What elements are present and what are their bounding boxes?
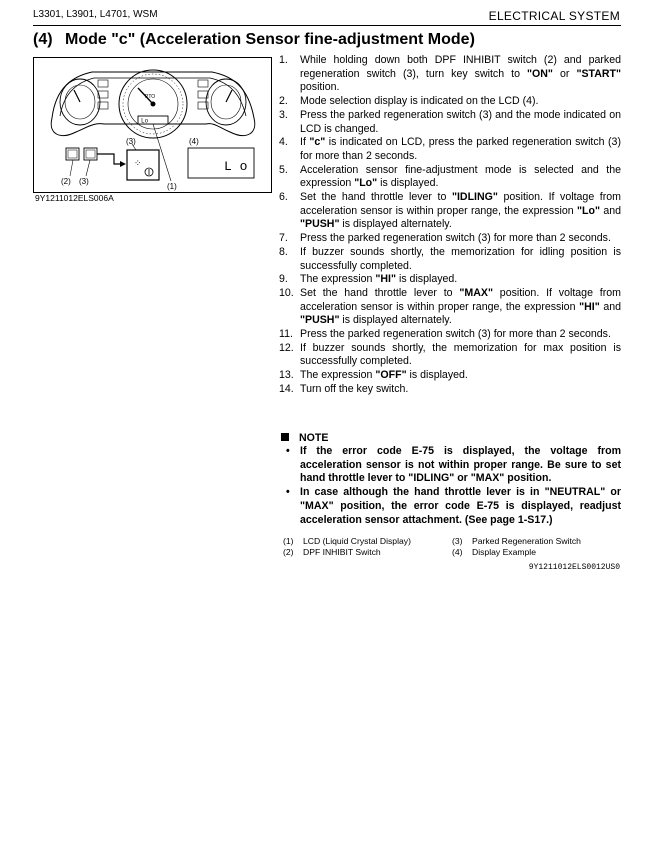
legend-row — [283, 547, 621, 558]
step-text-run: is displayed alternately. — [339, 218, 452, 231]
title-text: Mode "c" (Acceleration Sensor fine-adjustment Mode) — [65, 31, 475, 48]
page-title — [33, 31, 475, 49]
step-number: 2. — [279, 95, 288, 108]
callout-3: (3) — [79, 177, 89, 186]
step-text-run: If — [300, 136, 310, 149]
legend-key: (3) — [452, 536, 463, 546]
step-text-emphasis: "START" — [576, 67, 622, 80]
legend-entry — [283, 536, 411, 547]
header-models: L3301, L3901, L4701, WSM — [33, 9, 158, 20]
procedure-step — [279, 287, 621, 328]
lcd-readout: Lo — [141, 117, 149, 125]
callout-3-enlarged: (3) — [126, 137, 136, 146]
callout-1: (1) — [167, 182, 177, 191]
legend-label: Display Example — [472, 547, 536, 557]
step-number: 10. — [279, 286, 294, 299]
figure-legend — [283, 536, 621, 558]
note-square-icon — [281, 433, 289, 441]
legend-key: (1) — [283, 536, 294, 546]
step-text-run: is displayed alternately. — [339, 314, 452, 327]
step-number: 6. — [279, 191, 288, 204]
step-number: 9. — [279, 273, 288, 286]
note-list — [283, 445, 621, 527]
legend-entry — [452, 547, 536, 558]
step-number: 14. — [279, 382, 294, 395]
step-text-run: The expression — [300, 369, 376, 382]
legend-key: (4) — [452, 547, 463, 557]
note-item: • If the error code E-75 is displayed, the voltage from acceleration sensor is not within proper range. Be sure to set hand throttle lever to "IDLING" or "MAX" position. — [283, 445, 621, 486]
step-number: 11. — [279, 328, 293, 341]
note-item: • In case although the hand throttle lever is in "NEUTRAL" or "MAX" position, the error code E-75 is displayed, readjust acceleration sensor attachment. (See page 1-S17.) — [283, 486, 621, 527]
step-text-emphasis: "HI" — [579, 300, 600, 313]
svg-text:PTO: PTO — [145, 94, 156, 100]
step-text — [300, 246, 621, 272]
step-text-emphasis: "PUSH" — [300, 218, 340, 231]
step-text — [300, 342, 621, 368]
step-text-emphasis: "IDLING" — [451, 191, 498, 204]
procedure-steps — [279, 54, 621, 397]
procedure-step — [279, 164, 621, 191]
step-text-run: Turn off the key switch. — [300, 382, 409, 395]
step-text-emphasis: "MAX" — [459, 286, 493, 299]
legend-label: DPF INHIBIT Switch — [303, 547, 381, 557]
step-text — [300, 54, 621, 93]
display-example-text: L o — [224, 159, 248, 174]
step-number: 7. — [279, 232, 288, 245]
callout-2: (2) — [61, 177, 71, 186]
step-text-run: Set the hand throttle lever to — [300, 191, 452, 204]
step-text-emphasis: "c" — [309, 136, 326, 149]
header-section: ELECTRICAL SYSTEM — [488, 9, 620, 23]
step-text-run: Set the hand throttle lever to — [300, 286, 460, 299]
note-heading — [281, 432, 328, 444]
procedure-step — [279, 191, 621, 232]
step-text — [300, 191, 621, 230]
step-number: 8. — [279, 245, 288, 258]
step-number: 12. — [279, 341, 294, 354]
step-text-run: position. If voltage from acceleration sensor is within proper range, the expression — [300, 191, 621, 217]
step-text-run: If buzzer sounds shortly, the memorization for idling position is successfully completed. — [300, 245, 621, 272]
step-number: 3. — [279, 108, 288, 121]
section-code: 9Y1211012ELS0012US0 — [528, 563, 620, 572]
legend-entry — [283, 547, 381, 558]
instrument-panel-figure — [33, 57, 272, 193]
procedure-step — [279, 109, 621, 136]
step-text-run: The expression — [300, 273, 376, 286]
step-text-run: and — [599, 204, 621, 217]
legend-key: (2) — [283, 547, 294, 557]
step-text — [300, 164, 621, 190]
step-text-run: and — [599, 300, 621, 313]
step-text-run: Mode selection display is indicated on the LCD (4). — [300, 95, 539, 108]
step-text-emphasis: "Lo" — [576, 204, 600, 217]
step-text-run: is displayed. — [396, 273, 458, 286]
step-text — [300, 273, 457, 285]
step-text-run: position. If voltage from acceleration sensor is within proper range, the expression — [300, 286, 621, 313]
step-text-run: Acceleration sensor fine-adjustment mode is selected and the expression — [300, 163, 621, 190]
step-text — [300, 328, 611, 340]
procedure-step — [279, 273, 621, 287]
step-text-run: or — [552, 67, 577, 80]
legend-label: LCD (Liquid Crystal Display) — [303, 536, 411, 546]
figure-caption: 9Y1211012ELS006A — [35, 193, 114, 203]
step-text — [300, 369, 468, 381]
title-number: (4) — [33, 31, 53, 48]
step-text-run: Press the parked regeneration switch (3) for more than 2 seconds. — [300, 328, 611, 341]
step-text-run: Press the parked regeneration switch (3) for more than 2 seconds. — [300, 232, 611, 245]
step-text — [300, 232, 611, 244]
procedure-step — [279, 328, 621, 342]
step-number: 1. — [279, 54, 288, 66]
procedure-step — [279, 232, 621, 246]
step-text-run: is displayed. — [406, 369, 468, 382]
step-number: 4. — [279, 136, 288, 149]
step-text — [300, 287, 621, 326]
step-text-emphasis: "Lo" — [354, 177, 378, 190]
step-number: 5. — [279, 163, 288, 176]
procedure-step — [279, 342, 621, 369]
svg-text:⁘: ⁘ — [134, 158, 142, 168]
step-text — [300, 109, 621, 135]
procedure-step — [279, 369, 621, 383]
step-text-run: Press the parked regeneration switch (3) and the mode indicated on LCD is changed. — [300, 108, 621, 135]
procedure-step — [279, 54, 621, 95]
step-text-run: is indicated on LCD, press the parked regeneration switch (3) for more than 2 seconds. — [300, 136, 621, 162]
step-text-run: is displayed. — [377, 177, 439, 190]
note-heading-text: NOTE — [299, 432, 329, 444]
legend-entry — [452, 536, 581, 547]
legend-label: Parked Regeneration Switch — [472, 536, 581, 546]
step-text-emphasis: "OFF" — [375, 369, 407, 382]
step-text — [300, 383, 408, 395]
procedure-step — [279, 383, 621, 397]
step-text-run: position. — [300, 81, 340, 94]
callout-4: (4) — [189, 137, 199, 146]
step-text — [300, 136, 621, 162]
procedure-step — [279, 246, 621, 273]
step-text-run: While holding down both DPF INHIBIT switch (2) and parked regeneration switch (3), turn key switch to — [300, 54, 621, 80]
procedure-step — [279, 95, 621, 109]
legend-row — [283, 536, 621, 547]
procedure-step — [279, 136, 621, 163]
step-text-run: If buzzer sounds shortly, the memorization for max position is successfully completed. — [300, 341, 621, 368]
step-text-emphasis: "ON" — [527, 67, 553, 80]
step-text-emphasis: "HI" — [375, 273, 397, 286]
instrument-panel-drawing — [34, 58, 271, 192]
header-rule — [33, 25, 621, 26]
step-text — [300, 95, 538, 107]
step-number: 13. — [279, 369, 294, 382]
step-text-emphasis: "PUSH" — [300, 314, 340, 327]
